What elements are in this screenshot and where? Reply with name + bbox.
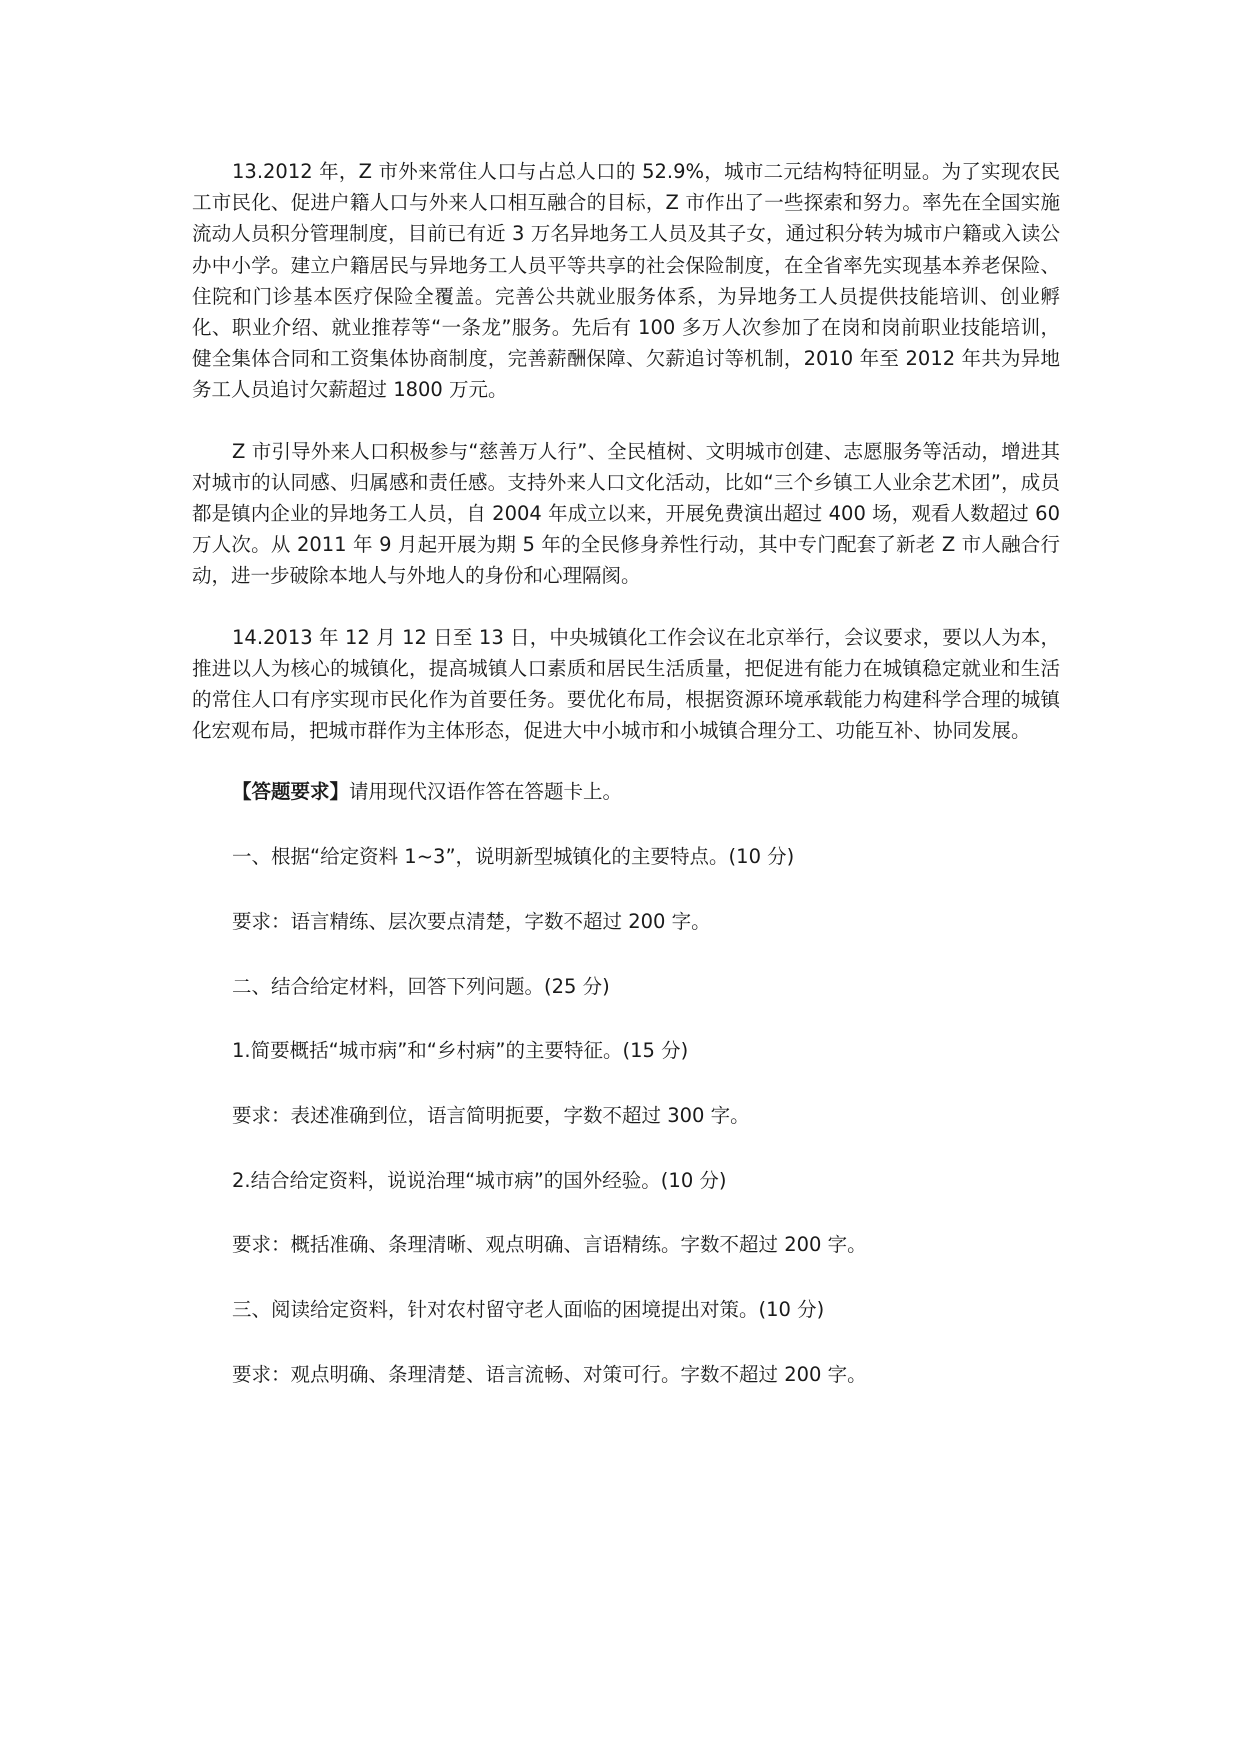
requirements-heading-bold: 【答题要求】 (232, 780, 350, 804)
question-2-1: 1.简要概括“城市病”和“乡村病”的主要特征。(15 分) (232, 1039, 689, 1063)
question-3-requirement: 要求：观点明确、条理清楚、语言流畅、对策可行。字数不超过 200 字。 (232, 1362, 867, 1386)
question-2: 二、结合给定材料，回答下列问题。(25 分) (232, 974, 610, 998)
question-2-2: 2.结合给定资料，说说治理“城市病”的国外经验。(10 分) (232, 1168, 727, 1192)
question-1-requirement: 要求：语言精练、层次要点清楚，字数不超过 200 字。 (232, 909, 711, 933)
question-2-1-requirement: 要求：表述准确到位，语言简明扼要，字数不超过 300 字。 (232, 1103, 750, 1127)
document-page (192, 156, 1060, 1390)
question-2-2-requirement: 要求：概括准确、条理清晰、观点明确、言语精练。字数不超过 200 字。 (232, 1233, 867, 1257)
requirements-heading-text: 请用现代汉语作答在答题卡上。 (349, 780, 623, 804)
requirements-heading (192, 776, 1060, 807)
question-1: 一、根据“给定资料 1~3”，说明新型城镇化的主要特点。(10 分) (232, 845, 795, 869)
paragraph-13: 13.2012 年，Z 市外来常住人口与占总人口的 52.9%，城市二元结构特征明显。为了实现农民工市民化、促进户籍人口与外来人口相互融合的目标，Z 市作出了一些探索和努力。率先在全国实施流动人员积分管理制度，目前已有近 3 万名异地务工人员及其子女，通过积分转为城市户籍或入读公办中小学。建立户籍居民与异地务工人员平等共享的社会保险制度，在全省率先实现基本养老保险、住院和门诊基本医疗保险全覆盖。完善公共就业服务体系，为异地务工人员提供技能培训、创业孵化、职业介绍、就业推荐等“一条龙”服务。先后有 100 多万人次参加了在岗和岗前职业技能培训，健全集体合同和工资集体协商制度，完善薪酬保障、欠薪追讨等机制，2010 年至 2012 年共为异地务工人员追讨欠薪超过 1800 万元。 (192, 160, 1060, 402)
paragraph-14: 14.2013 年 12 月 12 日至 13 日，中央城镇化工作会议在北京举行，会议要求，要以人为本，推进以人为核心的城镇化，提高城镇人口素质和居民生活质量，把促进有能力在城镇稳定就业和生活的常住人口有序实现市民化作为首要任务。要优化布局，根据资源环境承载能力构建科学合理的城镇化宏观布局，把城市群作为主体形态，促进大中小城市和小城镇合理分工、功能互补、协同发展。 (192, 625, 1060, 743)
paragraph-z-city: Z 市引导外来人口积极参与“慈善万人行”、全民植树、文明城市创建、志愿服务等活动，增进其对城市的认同感、归属感和责任感。支持外来人口文化活动，比如“三个乡镇工人业余艺术团”，成员都是镇内企业的异地务工人员，自 2004 年成立以来，开展免费演出超过 400 场，观看人数超过 60 万人次。从 2011 年 9 月起开展为期 5 年的全民修身养性行动，其中专门配套了新老 Z 市人融合行动，进一步破除本地人与外地人的身份和心理隔阂。 (192, 439, 1060, 588)
question-3: 三、阅读给定资料，针对农村留守老人面临的困境提出对策。(10 分) (232, 1298, 825, 1322)
